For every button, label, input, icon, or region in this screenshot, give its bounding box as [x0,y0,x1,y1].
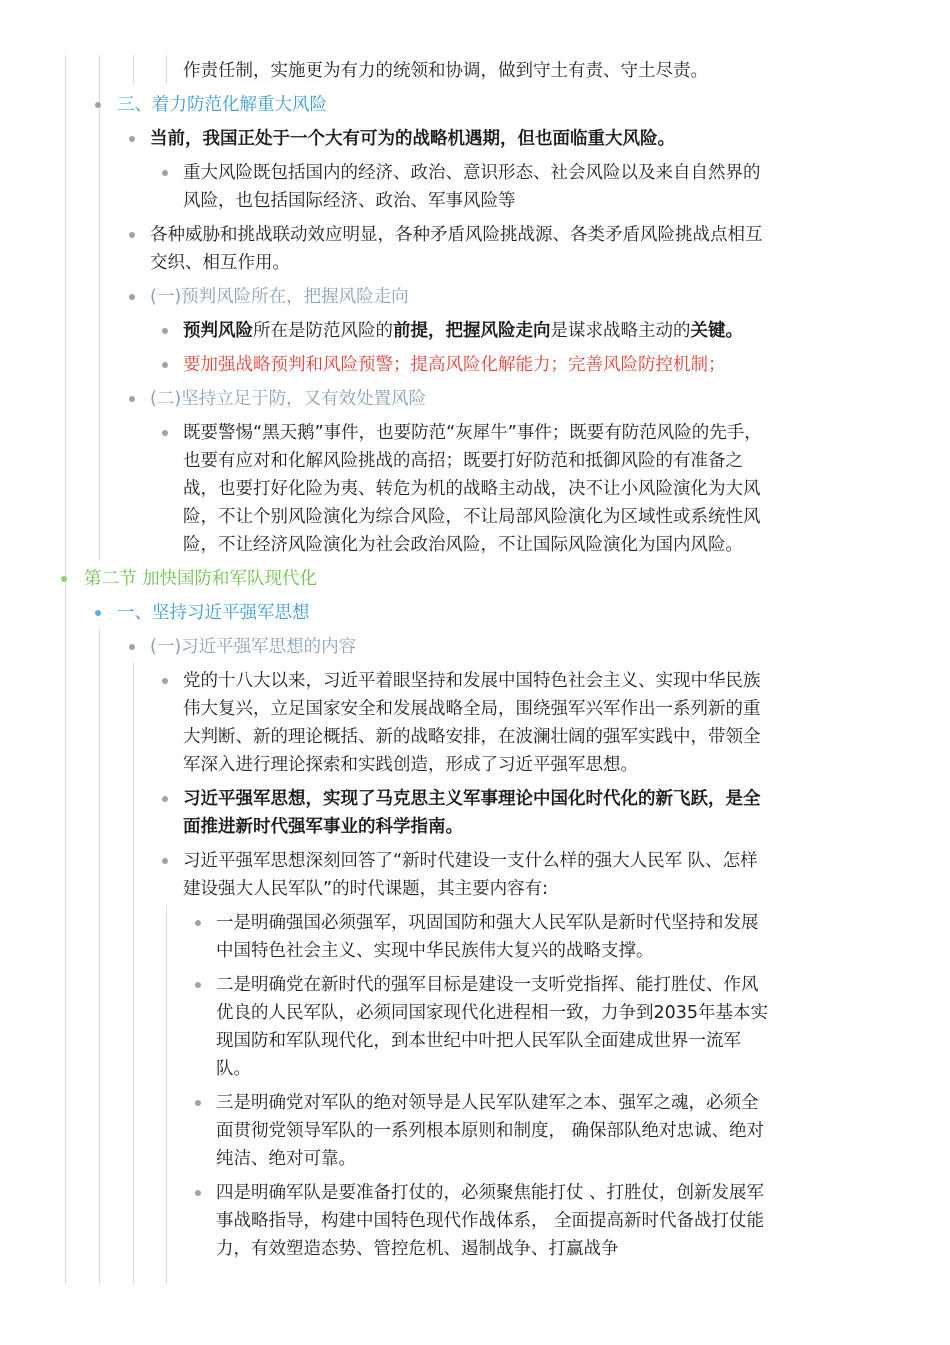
heading-risk[interactable]: 三、着力防范化解重大风险 [117,95,327,115]
list-item: 军深入进行理论探索和实践创造，形成了习近平强军思想。 [183,755,638,775]
bullet-icon [162,170,168,176]
bullet-icon [129,232,135,238]
bullet-icon [162,858,168,864]
list-item-continuation: 作责任制，实施更为有力的统领和协调，做到守土有责、守土尽责。 [183,61,708,81]
list-item: 建设强大人民军队”的时代课题，其主要内容有: [183,879,548,899]
list-item: 优良的人民军队，必须同国家现代化进程相一致，力争到2035年基本实 [216,1003,769,1023]
list-item: 三是明确党对军队的绝对领导是人民军队建军之本、强军之魂，必须全 [216,1093,759,1113]
bullet-icon [95,102,101,108]
bullet-icon [195,1100,201,1106]
bold-text: 前提 [393,321,428,341]
bullet-icon [195,1190,201,1196]
list-item: 也要有应对和化解风险挑战的高招；既要打好防范和抵御风险的有准备之 [183,451,743,471]
list-item: 习近平强军思想，实现了马克思主义军事理论中国化时代化的新飞跃，是全 [183,789,761,809]
list-item: 纯洁、绝对可靠。 [216,1149,356,1169]
list-item: 风险，也包括国际经济、政治、军事风险等 [183,191,516,211]
list-item-highlight: 要加强战略预判和风险预警；提高风险化解能力；完善风险防控机制； [183,355,726,375]
indent-guide [99,628,100,1285]
bold-text: 预判风险 [183,321,253,341]
list-item: 既要警惕“黑天鹅”事件，也要防范“灰犀牛”事件；既要有防范风险的先手， [183,423,762,443]
bold-text: 关键 [690,321,726,341]
bold-text: 把握风险走向 [445,321,551,341]
list-item: 一是明确强国必须强军，巩固国防和强大人民军队是新时代坚持和发展 [216,913,759,933]
bullet-icon [195,982,201,988]
bullet-icon [162,796,168,802]
list-item: 习近平强军思想深刻回答了“新时代建设一支什么样的强大人民军 队、怎样 [183,851,758,871]
list-item [183,317,743,345]
indent-guide [166,55,167,85]
indent-guide [65,55,66,1285]
heading-thought[interactable]: 一、坚持习近平强军思想 [117,603,310,623]
list-item: 当前，我国正处于一个大有可为的战略机遇期，但也面临重大风险。 [150,129,675,149]
list-item: 队。 [216,1059,251,1079]
list-item: 战，也要打好化险为夷、转危为机的战略主动战，决不让小风险演化为大风 [183,479,761,499]
text: 所在是防范风险的 [253,321,393,341]
bullet-icon [162,362,168,368]
indent-guide [166,905,167,1285]
list-item: 面贯彻党领导军队的一系列根本原则和制度， 确保部队绝对忠诚、绝对 [216,1121,765,1141]
text: 。 [725,321,743,341]
list-item: 二是明确党在新时代的强军目标是建设一支听党指挥、能打胜仗、作风 [216,975,759,995]
bullet-icon [162,678,168,684]
bullet-icon [162,328,168,334]
indent-guide [133,55,134,85]
bullet-icon [129,136,135,142]
list-item: 面推进新时代强军事业的科学指南。 [183,817,463,837]
list-item: 事战略指导，构建中国特色现代作战体系， 全面提高新时代备战打仗能 [216,1211,765,1231]
list-item: 大判断、新的理论概括、新的战略安排，在波澜壮阔的强军实践中，带领全 [183,727,761,747]
text: ， [428,321,446,341]
list-item: 中国特色社会主义、实现中华民族伟大复兴的战略支撑。 [216,941,654,961]
bullet-icon [162,430,168,436]
list-item: 四是明确军队是要准备打仗的，必须聚焦能打仗 、打胜仗，创新发展军 [216,1183,765,1203]
list-item: 各种威胁和挑战联动效应明显，各种矛盾风险挑战源、各类矛盾风险挑战点相互 [150,225,763,245]
heading-predict[interactable]: (一)预判风险所在，把握风险走向 [150,287,409,307]
heading-prevent[interactable]: (二)坚持立足于防，又有效处置风险 [150,389,427,409]
list-item: 党的十八大以来，习近平着眼坚持和发展中国特色社会主义、实现中华民族 [183,671,761,691]
indent-guide [133,662,134,1285]
list-item: 交织、相互作用。 [150,253,290,273]
list-item: 重大风险既包括国内的经济、政治、意识形态、社会风险以及来自自然界的 [183,163,761,183]
list-item: 伟大复兴，立足国家安全和发展战略全局，围绕强军兴军作出一系列新的重 [183,699,761,719]
bullet-icon [129,294,135,300]
text: 是谋求战略主动的 [550,321,691,341]
list-item: 现国防和军队现代化，到本世纪中叶把人民军队全面建成世界一流军 [216,1031,741,1051]
list-item: 力，有效塑造态势、管控危机、遏制战争、打赢战争 [216,1239,619,1259]
heading-section-2[interactable]: 第二节 加快国防和军队现代化 [84,569,318,589]
indent-guide [99,55,100,560]
list-item: 险，不让经济风险演化为社会政治风险，不让国际风险演化为国内风险。 [183,535,743,555]
bullet-icon [195,920,201,926]
list-item: 险，不让个别风险演化为综合风险，不让局部风险演化为区域性或系统性风 [183,507,761,527]
bullet-icon [129,644,135,650]
bullet-icon [95,610,101,616]
heading-content[interactable]: (一)习近平强军思想的内容 [150,637,357,657]
bullet-icon [61,576,67,582]
bullet-icon [129,396,135,402]
